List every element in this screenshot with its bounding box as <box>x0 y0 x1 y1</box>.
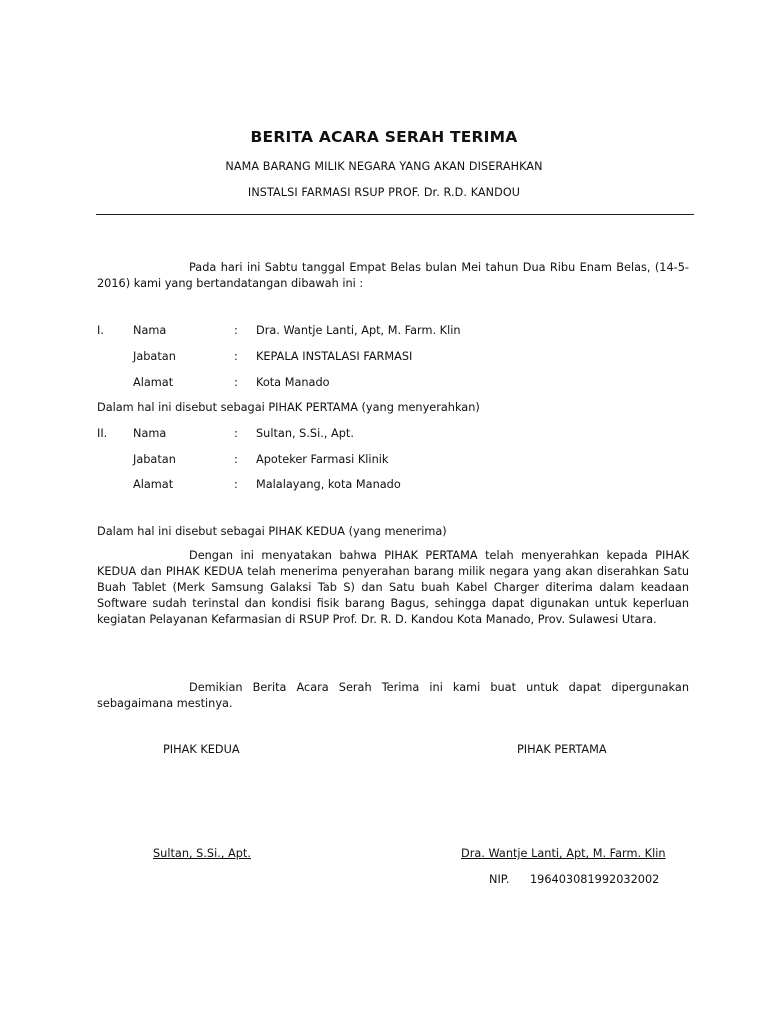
body-paragraph <box>97 548 689 628</box>
document-title: BERITA ACARA SERAH TERIMA <box>250 128 518 146</box>
intro-text: Pada hari ini Sabtu tanggal Empat Belas bulan Mei tahun Dua Ribu Enam Belas, (14-5-2016) kami yang bertandatangan dibawah ini : <box>97 261 689 290</box>
intro-paragraph <box>97 260 689 292</box>
signature-label-left: PIHAK KEDUA <box>163 743 240 756</box>
party-1-note: Dalam hal ini disebut sebagai PIHAK PERTAMA (yang menyerahkan) <box>97 401 480 414</box>
document-subtitle-2: INSTALSI FARMASI RSUP PROF. Dr. R.D. KANDOU <box>247 186 521 199</box>
party-2-number: II. <box>97 427 108 440</box>
nip-value: 196403081992032002 <box>530 873 660 886</box>
body-text: Dengan ini menyatakan bahwa PIHAK PERTAMA telah menyerahkan kepada PIHAK KEDUA dan PIHAK KEDUA telah menerima penyerahan barang milik negara yang akan diserahkan Satu Buah Tablet (Merk Samsung Galaksi Tab S) dan Satu buah Kabel Charger diterima dalam keadaan Software sudah terinstal dan kondisi fisik barang Bagus, sehingga dapat digunakan untuk keperluan kegiatan Pelayanan Kefarmasian di RSUP Prof. Dr. R. D. Kandou Kota Manado, Prov. Sulawesi Utara. <box>97 549 689 626</box>
party-1-alamat-colon: : <box>234 376 238 389</box>
party-1-alamat-label: Alamat <box>133 376 174 389</box>
party-1-jabatan-label: Jabatan <box>133 350 176 363</box>
party-2-jabatan-colon: : <box>234 453 238 466</box>
signature-label-right: PIHAK PERTAMA <box>517 743 607 756</box>
party-1-nama-label: Nama <box>133 324 167 337</box>
party-1-nama-colon: : <box>234 324 238 337</box>
party-2-jabatan-label: Jabatan <box>133 453 176 466</box>
document-subtitle-1: NAMA BARANG MILIK NEGARA YANG AKAN DISERAHKAN <box>225 160 543 173</box>
closing-paragraph <box>97 680 689 712</box>
party-2-note: Dalam hal ini disebut sebagai PIHAK KEDUA (yang menerima) <box>97 525 447 538</box>
party-2-alamat-value: Malalayang, kota Manado <box>256 478 401 491</box>
party-2-nama-colon: : <box>234 427 238 440</box>
party-1-alamat-value: Kota Manado <box>256 376 330 389</box>
party-1-jabatan-value: KEPALA INSTALASI FARMASI <box>256 350 413 363</box>
closing-text: Demikian Berita Acara Serah Terima ini kami buat untuk dapat dipergunakan sebagaimana mestinya. <box>97 681 689 710</box>
signature-name-right: Dra. Wantje Lanti, Apt, M. Farm. Klin <box>461 847 666 860</box>
party-1-number: I. <box>97 324 104 337</box>
party-2-alamat-colon: : <box>234 478 238 491</box>
party-2-nama-value: Sultan, S.Si., Apt. <box>256 427 354 440</box>
signature-name-left: Sultan, S.Si., Apt. <box>153 847 251 860</box>
header-divider <box>96 214 694 215</box>
nip-label: NIP. <box>489 873 510 886</box>
party-2-nama-label: Nama <box>133 427 167 440</box>
party-2-jabatan-value: Apoteker Farmasi Klinik <box>256 453 389 466</box>
party-1-jabatan-colon: : <box>234 350 238 363</box>
party-2-alamat-label: Alamat <box>133 478 174 491</box>
party-1-nama-value: Dra. Wantje Lanti, Apt, M. Farm. Klin <box>256 324 461 337</box>
